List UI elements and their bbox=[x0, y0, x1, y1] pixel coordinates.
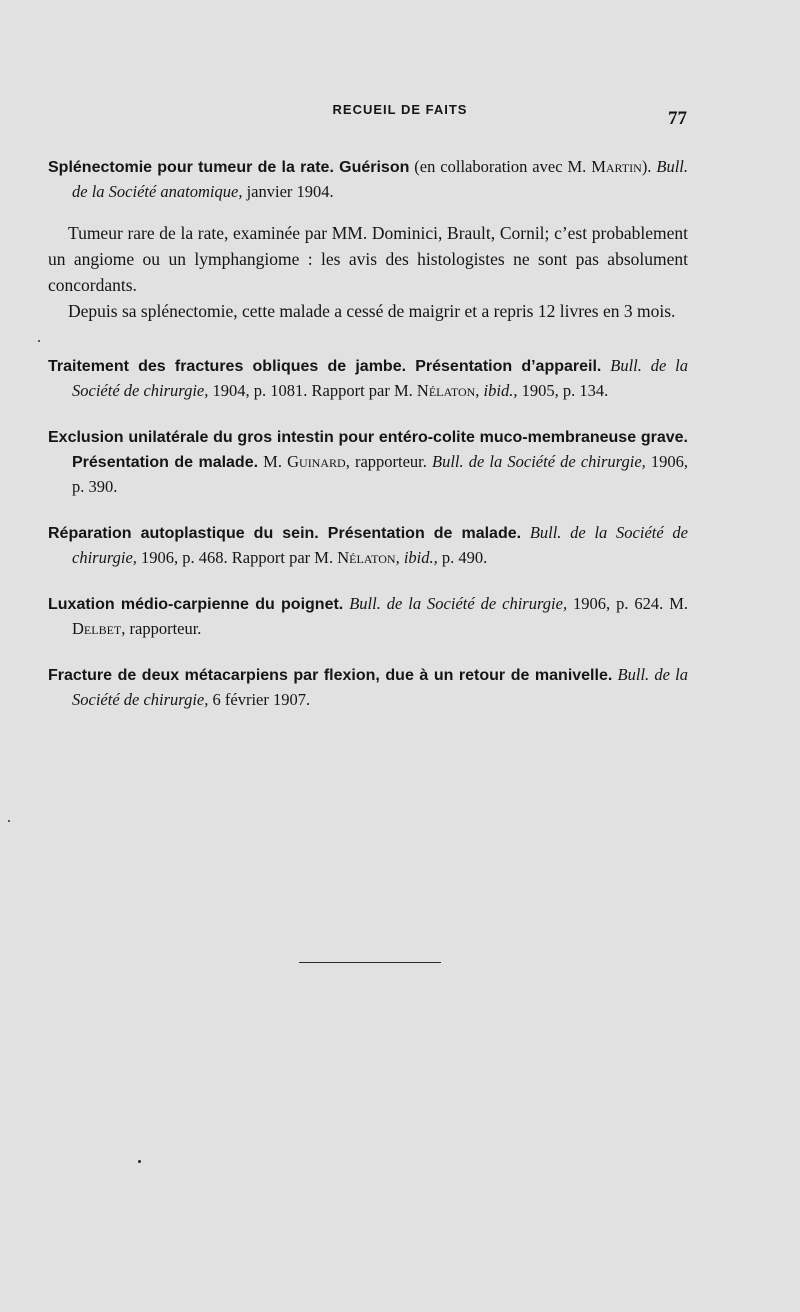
entry-text: M. bbox=[258, 452, 288, 471]
entry-text: ). bbox=[641, 157, 657, 176]
entry-luxation-poignet bbox=[48, 592, 688, 641]
journal-reference: Bull. de la Société de chirurgie, bbox=[432, 452, 646, 471]
ibid-reference: ibid., bbox=[403, 548, 438, 567]
entry-text: 1904, p. 1081. Rapport par M. bbox=[208, 381, 417, 400]
entry-title: Exclusion unilatérale du gros intestin pour entéro-colite muco-membraneuse grave. Présentation de malade. bbox=[48, 429, 688, 471]
entry-text: 1906, p. 390. bbox=[72, 452, 689, 496]
entry-text: , rapporteur. bbox=[345, 452, 432, 471]
entry-text bbox=[521, 523, 530, 542]
entry-text: janvier 1904. bbox=[242, 182, 334, 201]
entry-exclusion-intestin bbox=[48, 425, 688, 499]
print-speck bbox=[138, 1160, 141, 1163]
paragraph-tumeur: Tumeur rare de la rate, examinée par MM. Dominici, Brault, Cornil; c’est probablement un angiome ou un lymphangiome : les avis des histologistes ne sont pas absolument concordants. bbox=[48, 223, 688, 295]
entry-title: Luxation médio-carpienne du poignet. bbox=[48, 596, 344, 613]
entry-text bbox=[601, 356, 610, 375]
entry-reparation-sein bbox=[48, 521, 688, 570]
entry-splenectomie bbox=[48, 155, 688, 204]
section-end-rule bbox=[299, 962, 441, 963]
journal-reference: Bull. de la Société de chirurgie, bbox=[349, 594, 568, 613]
page-body bbox=[48, 155, 688, 712]
entry-traitement-fractures bbox=[48, 354, 688, 403]
journal-reference: Bull. de la Société de chirurgie, bbox=[72, 356, 689, 400]
print-speck bbox=[38, 340, 40, 342]
entry-title: Réparation autoplastique du sein. Présentation de malade. bbox=[48, 525, 522, 542]
entry-text: 1905, p. 134. bbox=[517, 381, 609, 400]
entry-text: (en collaboration avec M. bbox=[409, 157, 592, 176]
entry-text: 1906, p. 468. Rapport par M. bbox=[136, 548, 338, 567]
paragraph-depuis: Depuis sa splénectomie, cette malade a cessé de maigrir et a repris 12 livres en 3 mois. bbox=[68, 301, 676, 321]
entry-text: , bbox=[475, 381, 484, 400]
journal-reference: Bull. de la Société anatomique, bbox=[72, 157, 688, 201]
author-name: Martin bbox=[591, 157, 642, 176]
entry-text: 6 février 1907. bbox=[208, 690, 311, 709]
entry-title: Fracture de deux métacarpiens par flexion, due à un retour de manivelle. bbox=[48, 667, 613, 684]
entry-text: , rapporteur. bbox=[121, 619, 202, 638]
author-name: Guinard bbox=[287, 452, 346, 471]
running-title: RECUEIL DE FAITS bbox=[332, 102, 468, 117]
print-speck bbox=[8, 820, 10, 822]
entry-title: Traitement des fractures obliques de jambe. Présentation d’appareil. bbox=[48, 358, 602, 375]
page-number: 77 bbox=[668, 108, 687, 129]
author-name: Delbet bbox=[72, 619, 122, 638]
entry-text: p. 490. bbox=[437, 548, 488, 567]
ibid-reference: ibid., bbox=[483, 381, 518, 400]
journal-reference: Bull. de la Société de chirurgie, bbox=[72, 523, 688, 567]
entry-text: , bbox=[395, 548, 404, 567]
author-name: Nélaton bbox=[337, 548, 396, 567]
author-name: Nélaton bbox=[416, 381, 476, 400]
entry-fracture-metacarpiens bbox=[48, 663, 688, 712]
entry-title: Splénectomie pour tumeur de la rate. Guérison bbox=[48, 159, 410, 176]
entry-text: 1906, p. 624. M. bbox=[567, 594, 689, 613]
journal-reference: Bull. de la Société de chirurgie, bbox=[72, 665, 689, 709]
